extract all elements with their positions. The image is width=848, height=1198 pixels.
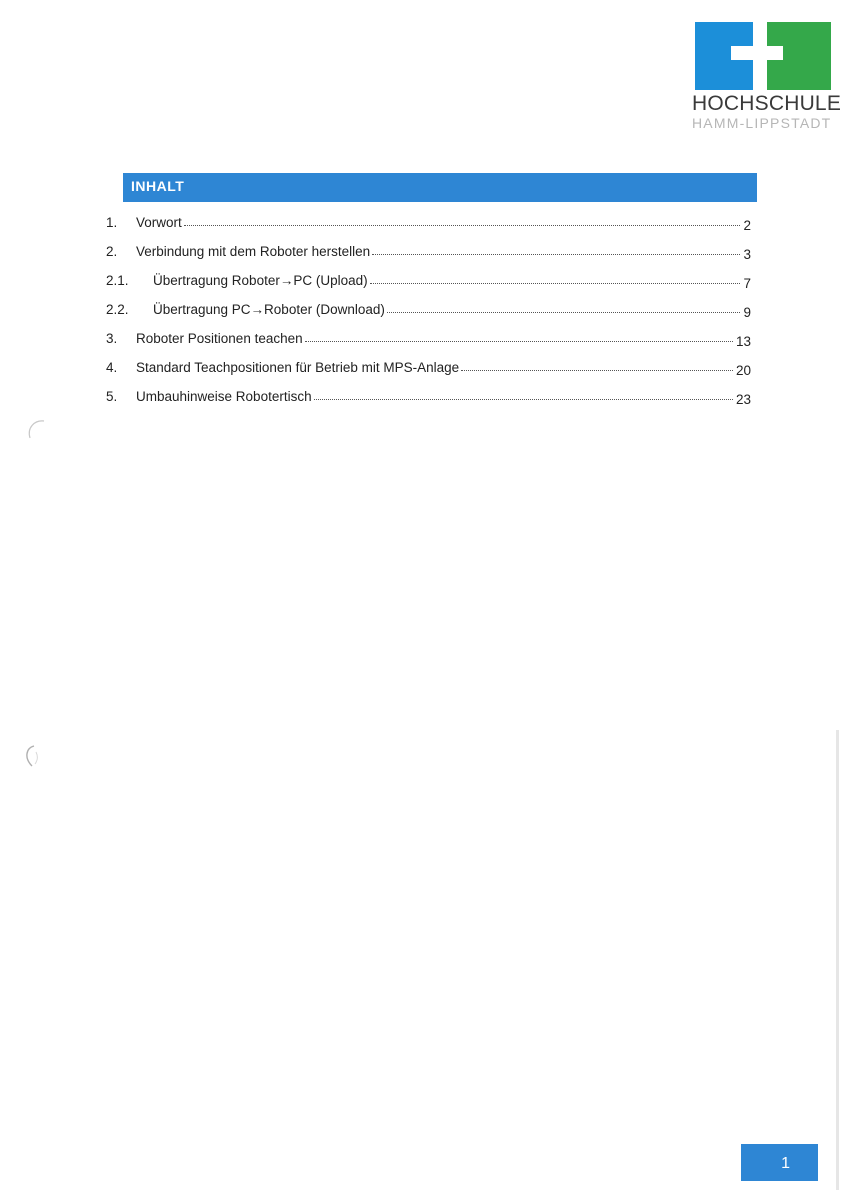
toc-entry[interactable] [106,230,751,262]
toc-dot-leader [461,369,733,371]
toc-entry-page: 3 [743,247,751,262]
table-of-contents [106,201,751,407]
toc-dot-leader [370,282,741,284]
toc-entry-number: 2.2. [106,302,129,317]
page-number: 1 [781,1155,790,1172]
toc-entry-number: 2.1. [106,273,129,288]
toc-entry-page: 7 [743,276,751,291]
toc-entry-number: 4. [106,360,118,375]
toc-entry-number: 1. [106,215,118,230]
toc-heading [123,173,757,202]
toc-entry[interactable] [106,259,751,291]
toc-entry-title: Roboter Positionen teachen [136,331,303,346]
logo-title: HOCHSCHULE [692,92,842,115]
punch-hole-mark-icon [20,744,44,768]
toc-entry[interactable] [106,375,751,407]
toc-dot-leader [184,224,741,226]
page-number-box [741,1144,818,1181]
toc-entry-page: 23 [735,392,751,407]
toc-entry-page: 2 [743,218,751,233]
toc-entry-number: 2. [106,244,118,259]
toc-entry-title: Umbauhinweise Robotertisch [136,389,312,404]
toc-entry[interactable] [106,317,751,349]
toc-entry-page: 13 [735,334,751,349]
toc-entry[interactable] [106,346,751,378]
toc-dot-leader [305,340,733,342]
page-edge-shadow [836,730,839,1190]
toc-dot-leader [372,253,740,255]
toc-heading-label: INHALT [131,178,185,194]
toc-entry-page: 20 [735,363,751,378]
toc-entry-title: Standard Teachpositionen für Betrieb mit MPS-Anlage [136,360,460,375]
toc-entry-title: Vorwort [136,215,182,230]
punch-hole-mark-icon [24,418,48,442]
toc-entry-title: Verbindung mit dem Roboter herstellen [136,244,371,259]
toc-entry-number: 3. [106,331,118,346]
toc-entry-title: Übertragung PC→Roboter (Download) [153,302,385,317]
toc-entry-title: Übertragung Roboter→PC (Upload) [153,273,368,288]
hochschule-logo [692,22,842,132]
hochschule-logo-mark-icon [695,22,831,90]
toc-dot-leader [314,398,733,400]
toc-dot-leader [387,311,741,313]
toc-entry[interactable] [106,288,751,320]
toc-entry-number: 5. [106,389,118,404]
toc-entry-page: 9 [743,305,751,320]
logo-subtitle: HAMM-LIPPSTADT [692,115,832,131]
toc-entry[interactable] [106,201,751,233]
